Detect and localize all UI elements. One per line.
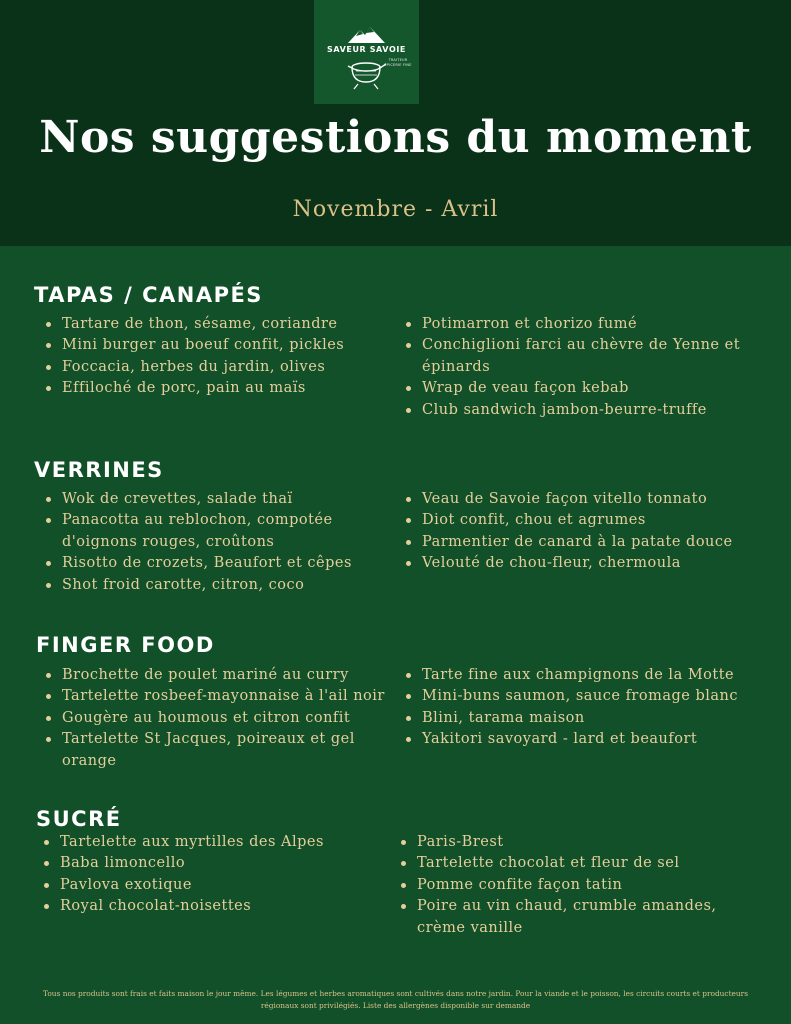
list-item: Conchiglioni farci au chèvre de Yenne et épinards <box>396 335 766 378</box>
tapas-left-list <box>36 314 396 400</box>
list-item: Tartare de thon, sésame, coriandre <box>36 314 396 335</box>
list-item: Velouté de chou-fleur, chermoula <box>396 553 766 574</box>
logo-name: SAVEUR SAVOIE <box>326 45 406 54</box>
list-item: Shot froid carotte, citron, coco <box>36 575 381 596</box>
list-item: Veau de Savoie façon vitello tonnato <box>396 489 766 510</box>
list-item: Tartelette chocolat et fleur de sel <box>391 853 751 874</box>
logo-tagline: TRAITEUR ÉPICERIE FINE <box>384 58 412 67</box>
list-item: Panacotta au reblochon, compotée d'oignons rouges, croûtons <box>36 510 381 553</box>
list-item: Tartelette aux myrtilles des Alpes <box>34 832 394 853</box>
list-item: Pavlova exotique <box>34 875 394 896</box>
list-item: Royal chocolat-noisettes <box>34 896 394 917</box>
list-item: Paris-Brest <box>391 832 751 853</box>
list-item: Tarte fine aux champignons de la Motte <box>396 665 776 686</box>
season-subtitle: Novembre - Avril <box>292 197 499 222</box>
list-item: Wok de crevettes, salade thaï <box>36 489 381 510</box>
logo <box>314 0 419 104</box>
list-item: Mini burger au boeuf confit, pickles <box>36 335 396 356</box>
list-item: Tartelette rosbeef-mayonnaise à l'ail noir <box>36 686 386 707</box>
footer-note: Tous nos produits sont frais et faits maison le jour même. Les légumes et herbes aromatiques sont cultivés dans notre jardin. Pour la viande et le poisson, les circuits courts et producteurs régionaux sont privilégiés. Liste des allergènes disponible sur demande <box>42 989 748 1010</box>
section-title-tapas: TAPAS / CANAPÉS <box>34 283 263 307</box>
tapas-right-list <box>396 314 766 421</box>
section-title-sucre: SUCRÉ <box>36 807 122 831</box>
list-item: Club sandwich jambon-beurre-truffe <box>396 400 766 421</box>
list-item: Risotto de crozets, Beaufort et cêpes <box>36 553 381 574</box>
sucre-right-list <box>391 832 751 939</box>
list-item: Gougère au houmous et citron confit <box>36 708 386 729</box>
sucre-left-list <box>34 832 394 918</box>
list-item: Foccacia, herbes du jardin, olives <box>36 357 396 378</box>
section-title-verrines: VERRINES <box>34 458 164 482</box>
list-item: Poire au vin chaud, crumble amandes, crème vanille <box>391 896 751 939</box>
list-item: Effiloché de porc, pain au maïs <box>36 378 396 399</box>
list-item: Brochette de poulet mariné au curry <box>36 665 386 686</box>
list-item: Potimarron et chorizo fumé <box>396 314 766 335</box>
finger-food-right-list <box>396 665 776 751</box>
list-item: Diot confit, chou et agrumes <box>396 510 766 531</box>
list-item: Parmentier de canard à la patate douce <box>396 532 766 553</box>
list-item: Wrap de veau façon kebab <box>396 378 766 399</box>
page-title: Nos suggestions du moment <box>39 112 752 163</box>
list-item: Baba limoncello <box>34 853 394 874</box>
list-item: Tartelette St Jacques, poireaux et gel orange <box>36 729 386 772</box>
finger-food-left-list <box>36 665 386 772</box>
verrines-right-list <box>396 489 766 575</box>
header-banner <box>0 0 791 246</box>
list-item: Yakitori savoyard - lard et beaufort <box>396 729 776 750</box>
verrines-left-list <box>36 489 381 596</box>
list-item: Mini-buns saumon, sauce fromage blanc <box>396 686 776 707</box>
section-title-finger-food: FINGER FOOD <box>36 633 215 657</box>
list-item: Blini, tarama maison <box>396 708 776 729</box>
list-item: Pomme confite façon tatin <box>391 875 751 896</box>
